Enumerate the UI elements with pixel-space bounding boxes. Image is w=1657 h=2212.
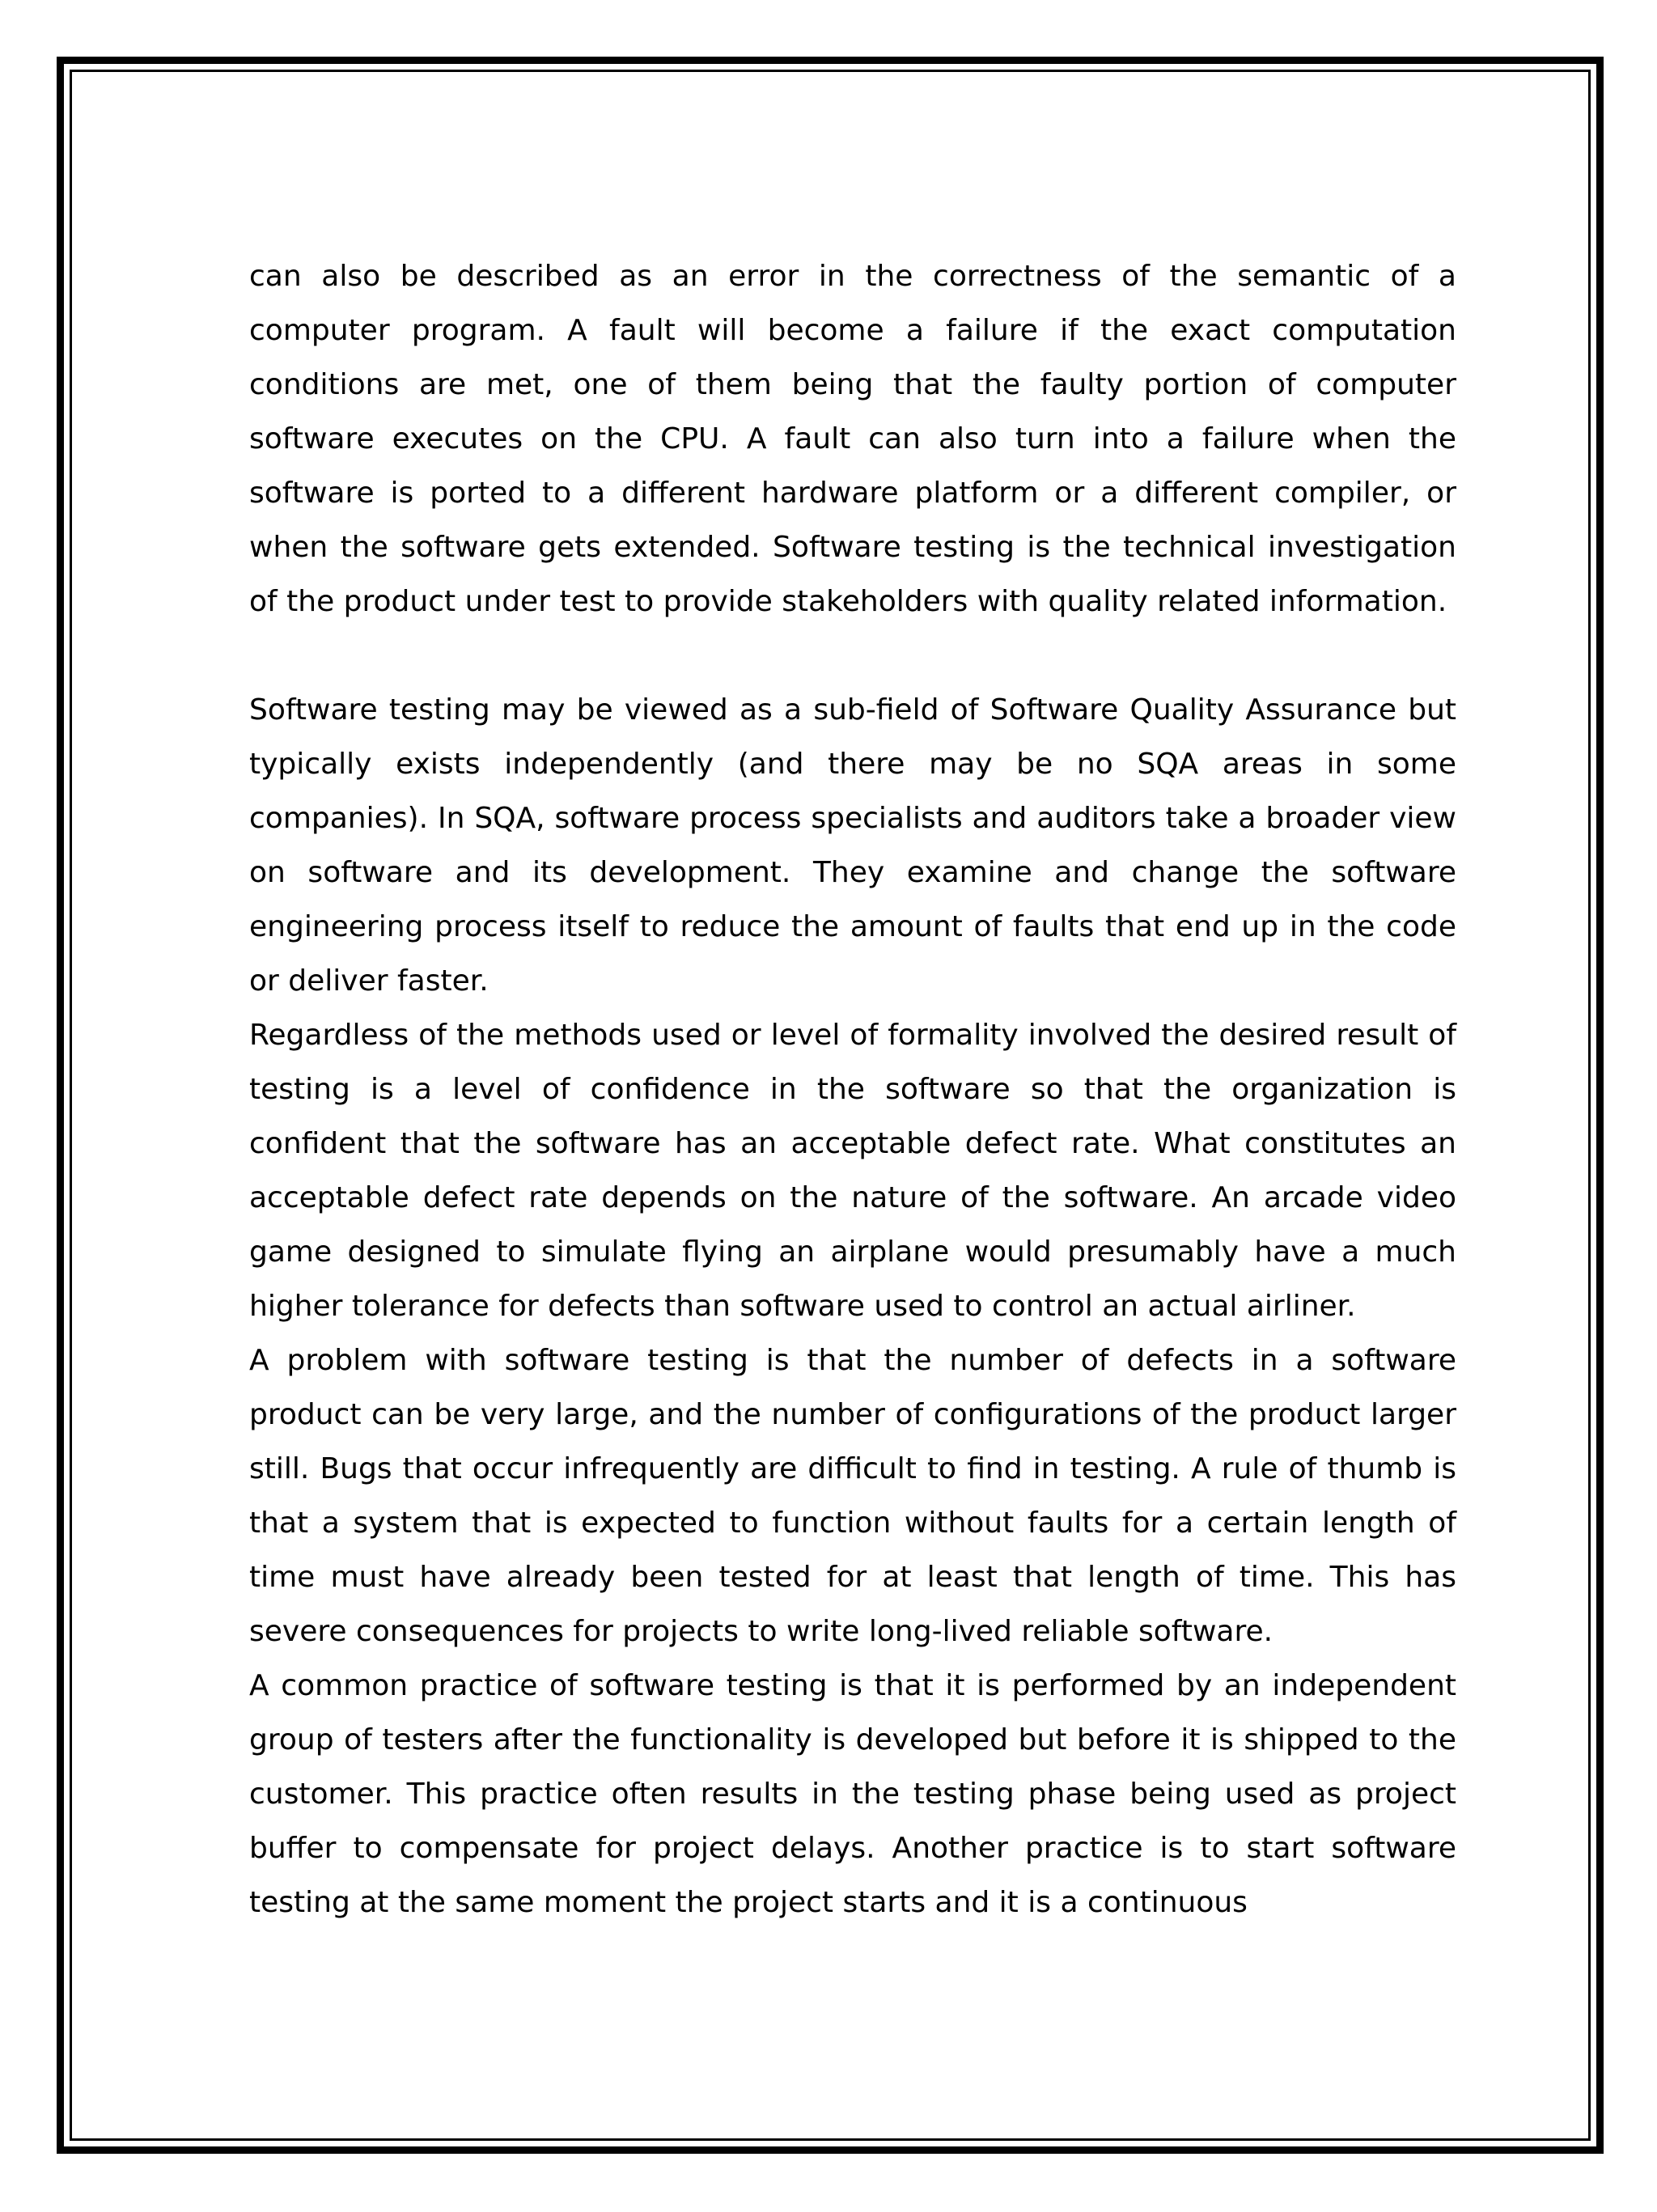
paragraph-fault-definition: can also be described as an error in the correctness of the semantic of a computer program. A fault will become a failure if the exact computation conditions are met, one of them being that the faulty portion of computer software executes on the CPU. A fault can also turn into a failure when the software is ported to a different hardware platform or a different compiler, or when the software gets extended. Software testing is the technical investigation of the product under test to provide stakeholders with quality related information. bbox=[249, 260, 1456, 618]
paragraph-common-practice: A common practice of software testing is that it is performed by an independent group of testers after the functionality is developed but before it is shipped to the customer. This practice often results in the testing phase being used as project buffer to compensate for project delays. Another practice is to start software testing at the same moment the project starts and it is a continuous bbox=[249, 1669, 1456, 1919]
document-body bbox=[249, 249, 1456, 1930]
paragraph-defects-problem: A problem with software testing is that the number of defects in a software product can be very large, and the number of configurations of the product larger still. Bugs that occur infrequently are difficult to find in testing. A rule of thumb is that a system that is expected to function without faults for a certain length of time must have already been tested for at least that length of time. This has severe consequences for projects to write long-lived reliable software. bbox=[249, 1344, 1456, 1648]
paragraph-confidence: Regardless of the methods used or level of formality involved the desired result of testing is a level of confidence in the software so that the organization is confident that the software has an acceptable defect rate. What constitutes an acceptable defect rate depends on the nature of the software. An arcade video game designed to simulate flying an airplane would presumably have a much higher tolerance for defects than software used to control an actual airliner. bbox=[249, 1019, 1456, 1323]
paragraph-sqa: Software testing may be viewed as a sub-field of Software Quality Assurance but typically exists independently (and there may be no SQA areas in some companies). In SQA, software process specialists and auditors take a broader view on software and its development. They examine and change the software engineering process itself to reduce the amount of faults that end up in the code or deliver faster. bbox=[249, 693, 1456, 998]
